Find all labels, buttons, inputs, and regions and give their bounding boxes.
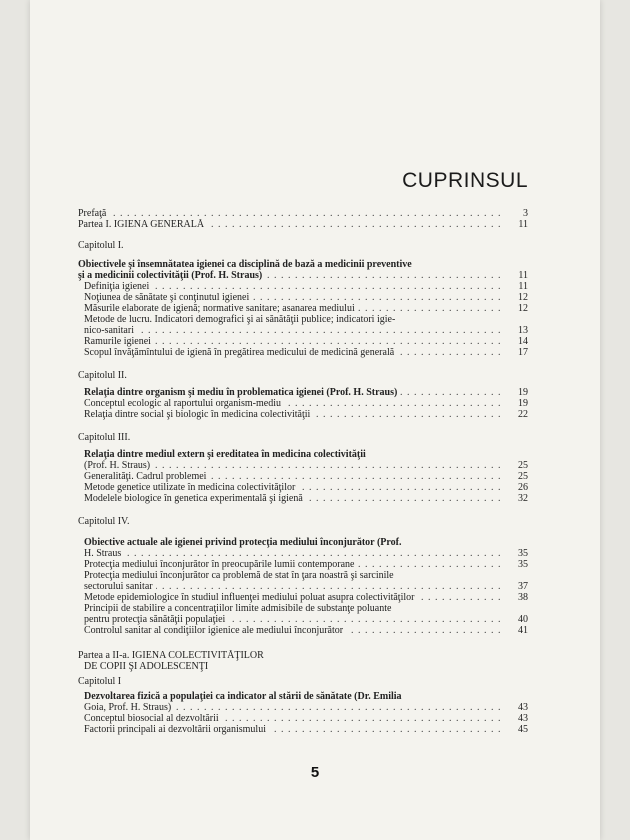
toc-entry-text: Capitolul II. bbox=[78, 370, 130, 381]
toc-spacer bbox=[78, 358, 528, 370]
toc-entry-text: Conceptul ecologic al raportului organism-mediu bbox=[78, 398, 284, 409]
toc-entry-text: Măsurile elaborate de igienă; normative sanitare; asanarea mediului bbox=[78, 303, 358, 314]
toc-entry-text: pentru protecţia sănătăţii populaţiei bbox=[78, 614, 228, 625]
toc-line bbox=[78, 570, 528, 581]
toc-page-number: 35 bbox=[506, 559, 528, 570]
toc-page-number: 43 bbox=[506, 702, 528, 713]
toc-spacer bbox=[78, 230, 528, 240]
toc-page-number: 13 bbox=[506, 325, 528, 336]
toc-entry-text: Obiective actuale ale igienei privind protecţia mediului înconjurător (Prof. bbox=[78, 537, 404, 548]
toc-page-number: 43 bbox=[506, 713, 528, 724]
toc-chapter-heading bbox=[78, 370, 528, 381]
toc-line bbox=[78, 650, 528, 661]
toc-entry bbox=[78, 724, 528, 735]
toc-entry bbox=[78, 559, 528, 570]
toc-entry bbox=[78, 336, 528, 347]
toc-page-number: 12 bbox=[506, 303, 528, 314]
toc-page-number: 14 bbox=[506, 336, 528, 347]
toc-page-number: 40 bbox=[506, 614, 528, 625]
toc-entry-text: Partea I. IGIENA GENERALĂ bbox=[78, 219, 207, 230]
toc-entry-text: Partea a II-a. IGIENA COLECTIVITĂŢILOR bbox=[78, 650, 267, 661]
toc-page-number: 38 bbox=[506, 592, 528, 603]
document-page bbox=[30, 0, 600, 840]
toc-entry bbox=[78, 398, 528, 409]
toc-entry-text: Metode genetice utilizate în medicina colectivităţilor bbox=[78, 482, 298, 493]
toc-entry bbox=[78, 303, 528, 314]
toc-entry-text: Principii de stabilire a concentraţiilor limite admisibile de substanţe poluante bbox=[78, 603, 394, 614]
toc-entry bbox=[78, 347, 528, 358]
toc-entry bbox=[78, 387, 528, 398]
toc-entry-text: Capitolul IV. bbox=[78, 516, 132, 527]
toc-page-number: 35 bbox=[506, 548, 528, 559]
toc-entry-text: Protecţia mediului înconjurător ca problemă de stat în ţara noastră şi sarcinile bbox=[78, 570, 397, 581]
toc-line bbox=[78, 259, 528, 270]
toc-spacer bbox=[78, 420, 528, 432]
toc-spacer bbox=[78, 527, 528, 537]
toc-page-number: 22 bbox=[506, 409, 528, 420]
toc-entry-text: Relaţia dintre organism şi mediu în problematica igienei (Prof. H. Straus) bbox=[78, 387, 400, 398]
toc-entry-text: Factorii principali ai dezvoltării organismului bbox=[78, 724, 269, 735]
toc-line bbox=[78, 603, 528, 614]
toc-spacer bbox=[78, 251, 528, 259]
toc-entry bbox=[78, 493, 528, 504]
toc-entry-text: Relaţia dintre social şi biologic în medicina colectivităţii bbox=[78, 409, 313, 420]
toc-entry-text: Relaţia dintre mediul extern şi ereditatea în medicina colectivităţii bbox=[78, 449, 369, 460]
toc-entry-text: H. Straus bbox=[78, 548, 124, 559]
toc-page-number: 3 bbox=[506, 208, 528, 219]
toc-entry bbox=[78, 548, 528, 559]
toc-entry-text: Obiectivele şi însemnătatea igienei ca disciplină de bază a medicinii preventive bbox=[78, 259, 415, 270]
toc-entry-text: Definiţia igienei bbox=[78, 281, 152, 292]
toc-entry bbox=[78, 482, 528, 493]
toc-page-number: 32 bbox=[506, 493, 528, 504]
toc-chapter-heading bbox=[78, 516, 528, 527]
toc-entry-text: Metode de lucru. Indicatori demografici şi ai sănătăţii publice; indicatori igie- bbox=[78, 314, 398, 325]
toc-page-number: 19 bbox=[506, 387, 528, 398]
page-title: CUPRINSUL bbox=[402, 169, 528, 192]
toc-entry bbox=[78, 409, 528, 420]
toc-entry-text: DE COPII ŞI ADOLESCENŢI bbox=[78, 661, 211, 672]
toc-entry bbox=[78, 471, 528, 482]
toc-line bbox=[78, 691, 528, 702]
toc-page-number: 25 bbox=[506, 460, 528, 471]
toc-entry bbox=[78, 325, 528, 336]
toc-chapter-heading bbox=[78, 432, 528, 443]
toc-entry-text: Capitolul I bbox=[78, 676, 124, 687]
toc-entry bbox=[78, 592, 528, 603]
toc-entry-text: Ramurile igienei bbox=[78, 336, 154, 347]
toc-entry bbox=[78, 270, 528, 281]
toc-entry bbox=[78, 219, 528, 230]
toc-entry-text: (Prof. H. Straus) bbox=[78, 460, 153, 471]
toc-entry-text: sectorului sanitar bbox=[78, 581, 156, 592]
toc-entry-text: Noţiunea de sănătate şi conţinutul igienei bbox=[78, 292, 252, 303]
toc-page-number: 12 bbox=[506, 292, 528, 303]
toc-chapter-heading bbox=[78, 240, 528, 251]
table-of-contents bbox=[78, 208, 528, 735]
toc-entry-text: Generalităţi. Cadrul problemei bbox=[78, 471, 209, 482]
toc-entry bbox=[78, 208, 528, 219]
toc-entry-text: Capitolul III. bbox=[78, 432, 133, 443]
toc-entry bbox=[78, 292, 528, 303]
toc-line bbox=[78, 537, 528, 548]
toc-entry-text: şi a medicinii colectivităţii (Prof. H. Straus) bbox=[78, 270, 265, 281]
toc-entry bbox=[78, 702, 528, 713]
toc-entry-text: Conceptul biosocial al dezvoltării bbox=[78, 713, 222, 724]
toc-entry-text: Prefaţă bbox=[78, 208, 109, 219]
toc-entry bbox=[78, 281, 528, 292]
toc-page-number: 17 bbox=[506, 347, 528, 358]
toc-entry-text: Capitolul I. bbox=[78, 240, 127, 251]
toc-entry bbox=[78, 460, 528, 471]
toc-entry-text: Modelele biologice în genetica experimentală şi igienă bbox=[78, 493, 306, 504]
toc-entry-text: Controlul sanitar al condiţiilor igienice ale mediului înconjurător bbox=[78, 625, 346, 636]
toc-entry bbox=[78, 614, 528, 625]
toc-page-number: 11 bbox=[506, 219, 528, 230]
toc-line bbox=[78, 314, 528, 325]
toc-spacer bbox=[78, 504, 528, 516]
toc-page-number: 25 bbox=[506, 471, 528, 482]
page-number: 5 bbox=[310, 764, 320, 781]
toc-chapter-heading bbox=[78, 676, 528, 687]
toc-page-number: 11 bbox=[506, 270, 528, 281]
toc-entry bbox=[78, 625, 528, 636]
toc-entry bbox=[78, 581, 528, 592]
toc-page-number: 37 bbox=[506, 581, 528, 592]
toc-entry-text: Scopul învăţămîntului de igienă în pregătirea medicului de medicină generală bbox=[78, 347, 397, 358]
toc-page-number: 19 bbox=[506, 398, 528, 409]
toc-entry-text: Dezvoltarea fizică a populaţiei ca indicator al stării de sănătate (Dr. Emilia bbox=[78, 691, 405, 702]
toc-line bbox=[78, 661, 528, 672]
toc-page-number: 41 bbox=[506, 625, 528, 636]
toc-page-number: 45 bbox=[506, 724, 528, 735]
toc-line bbox=[78, 449, 528, 460]
toc-page-number: 11 bbox=[506, 281, 528, 292]
toc-entry-text: nico-sanitari bbox=[78, 325, 137, 336]
toc-entry-text: Protecţia mediului înconjurător în preocupările lumii contemporane bbox=[78, 559, 357, 570]
toc-entry-text: Goia, Prof. H. Straus) bbox=[78, 702, 174, 713]
toc-entry bbox=[78, 713, 528, 724]
toc-entry-text: Metode epidemiologice în studiul influenţei mediului poluat asupra colectivităţilor bbox=[78, 592, 417, 603]
toc-spacer bbox=[78, 636, 528, 650]
toc-page-number: 26 bbox=[506, 482, 528, 493]
